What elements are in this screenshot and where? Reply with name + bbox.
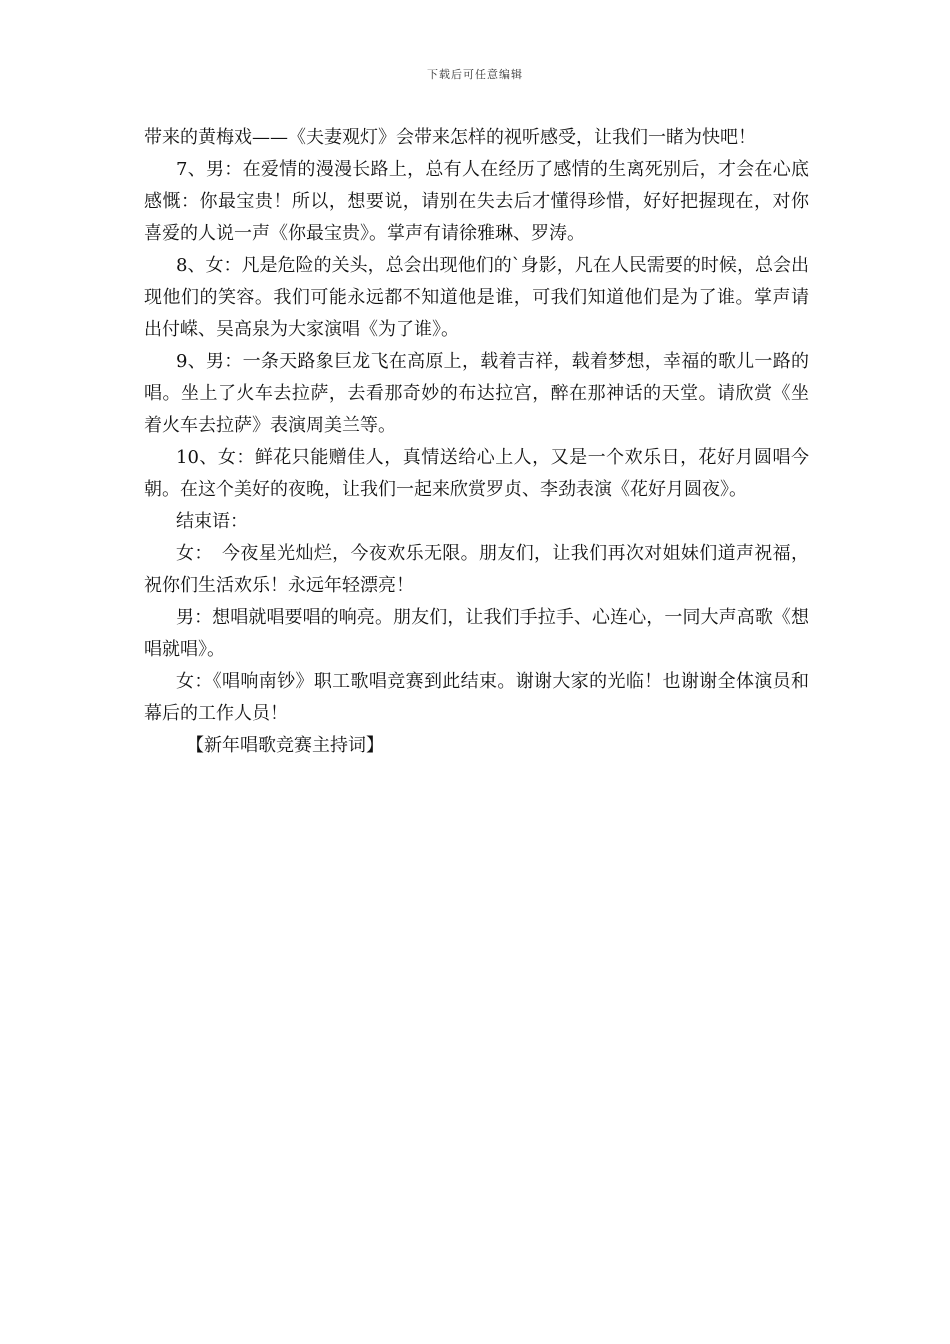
page-header: 下载后可任意编辑: [427, 68, 523, 81]
paragraph: 结束语：: [176, 511, 248, 532]
document-body: [144, 122, 809, 762]
paragraph: 男：想唱就唱要唱的响亮。朋友们，让我们手拉手、心连心，一同大声高歌《想唱就唱》。: [144, 607, 809, 660]
paragraph: 女：《唱响南钞》职工歌唱竞赛到此结束。谢谢大家的光临！也谢谢全体演员和幕后的工作人员！: [144, 671, 809, 724]
paragraph: 10、女：鲜花只能赠佳人，真情送给心上人，又是一个欢乐日，花好月圆唱今朝。在这个美好的夜晚，让我们一起来欣赏罗贞、李劲表演《花好月圆夜》。: [144, 447, 809, 500]
paragraph: 带来的黄梅戏——《夫妻观灯》会带来怎样的视听感受，让我们一睹为快吧！: [144, 127, 756, 148]
document-title: 【新年唱歌竞赛主持词】: [186, 735, 384, 756]
paragraph: 8、女：凡是危险的关头，总会出现他们的`身影，凡在人民需要的时候，总会出现他们的笑容。我们可能永远都不知道他是谁，可我们知道他们是为了谁。掌声请出付嵘、吴高泉为大家演唱《为了谁》。: [144, 255, 809, 340]
paragraph: 9、男：一条天路象巨龙飞在高原上，载着吉祥，载着梦想，幸福的歌儿一路的唱。坐上了火车去拉萨，去看那奇妙的布达拉宫，醉在那神话的天堂。请欣赏《坐着火车去拉萨》表演周美兰等。: [144, 351, 809, 436]
paragraph: 7、男：在爱情的漫漫长路上，总有人在经历了感情的生离死别后，才会在心底感慨：你最宝贵！所以，想要说，请别在失去后才懂得珍惜，好好把握现在，对你喜爱的人说一声《你最宝贵》。掌声有请徐雅琳、罗涛。: [144, 159, 809, 244]
paragraph: 女： 今夜星光灿烂，今夜欢乐无限。朋友们，让我们再次对姐妹们道声祝福，祝你们生活欢乐！永远年轻漂亮！: [144, 543, 809, 596]
